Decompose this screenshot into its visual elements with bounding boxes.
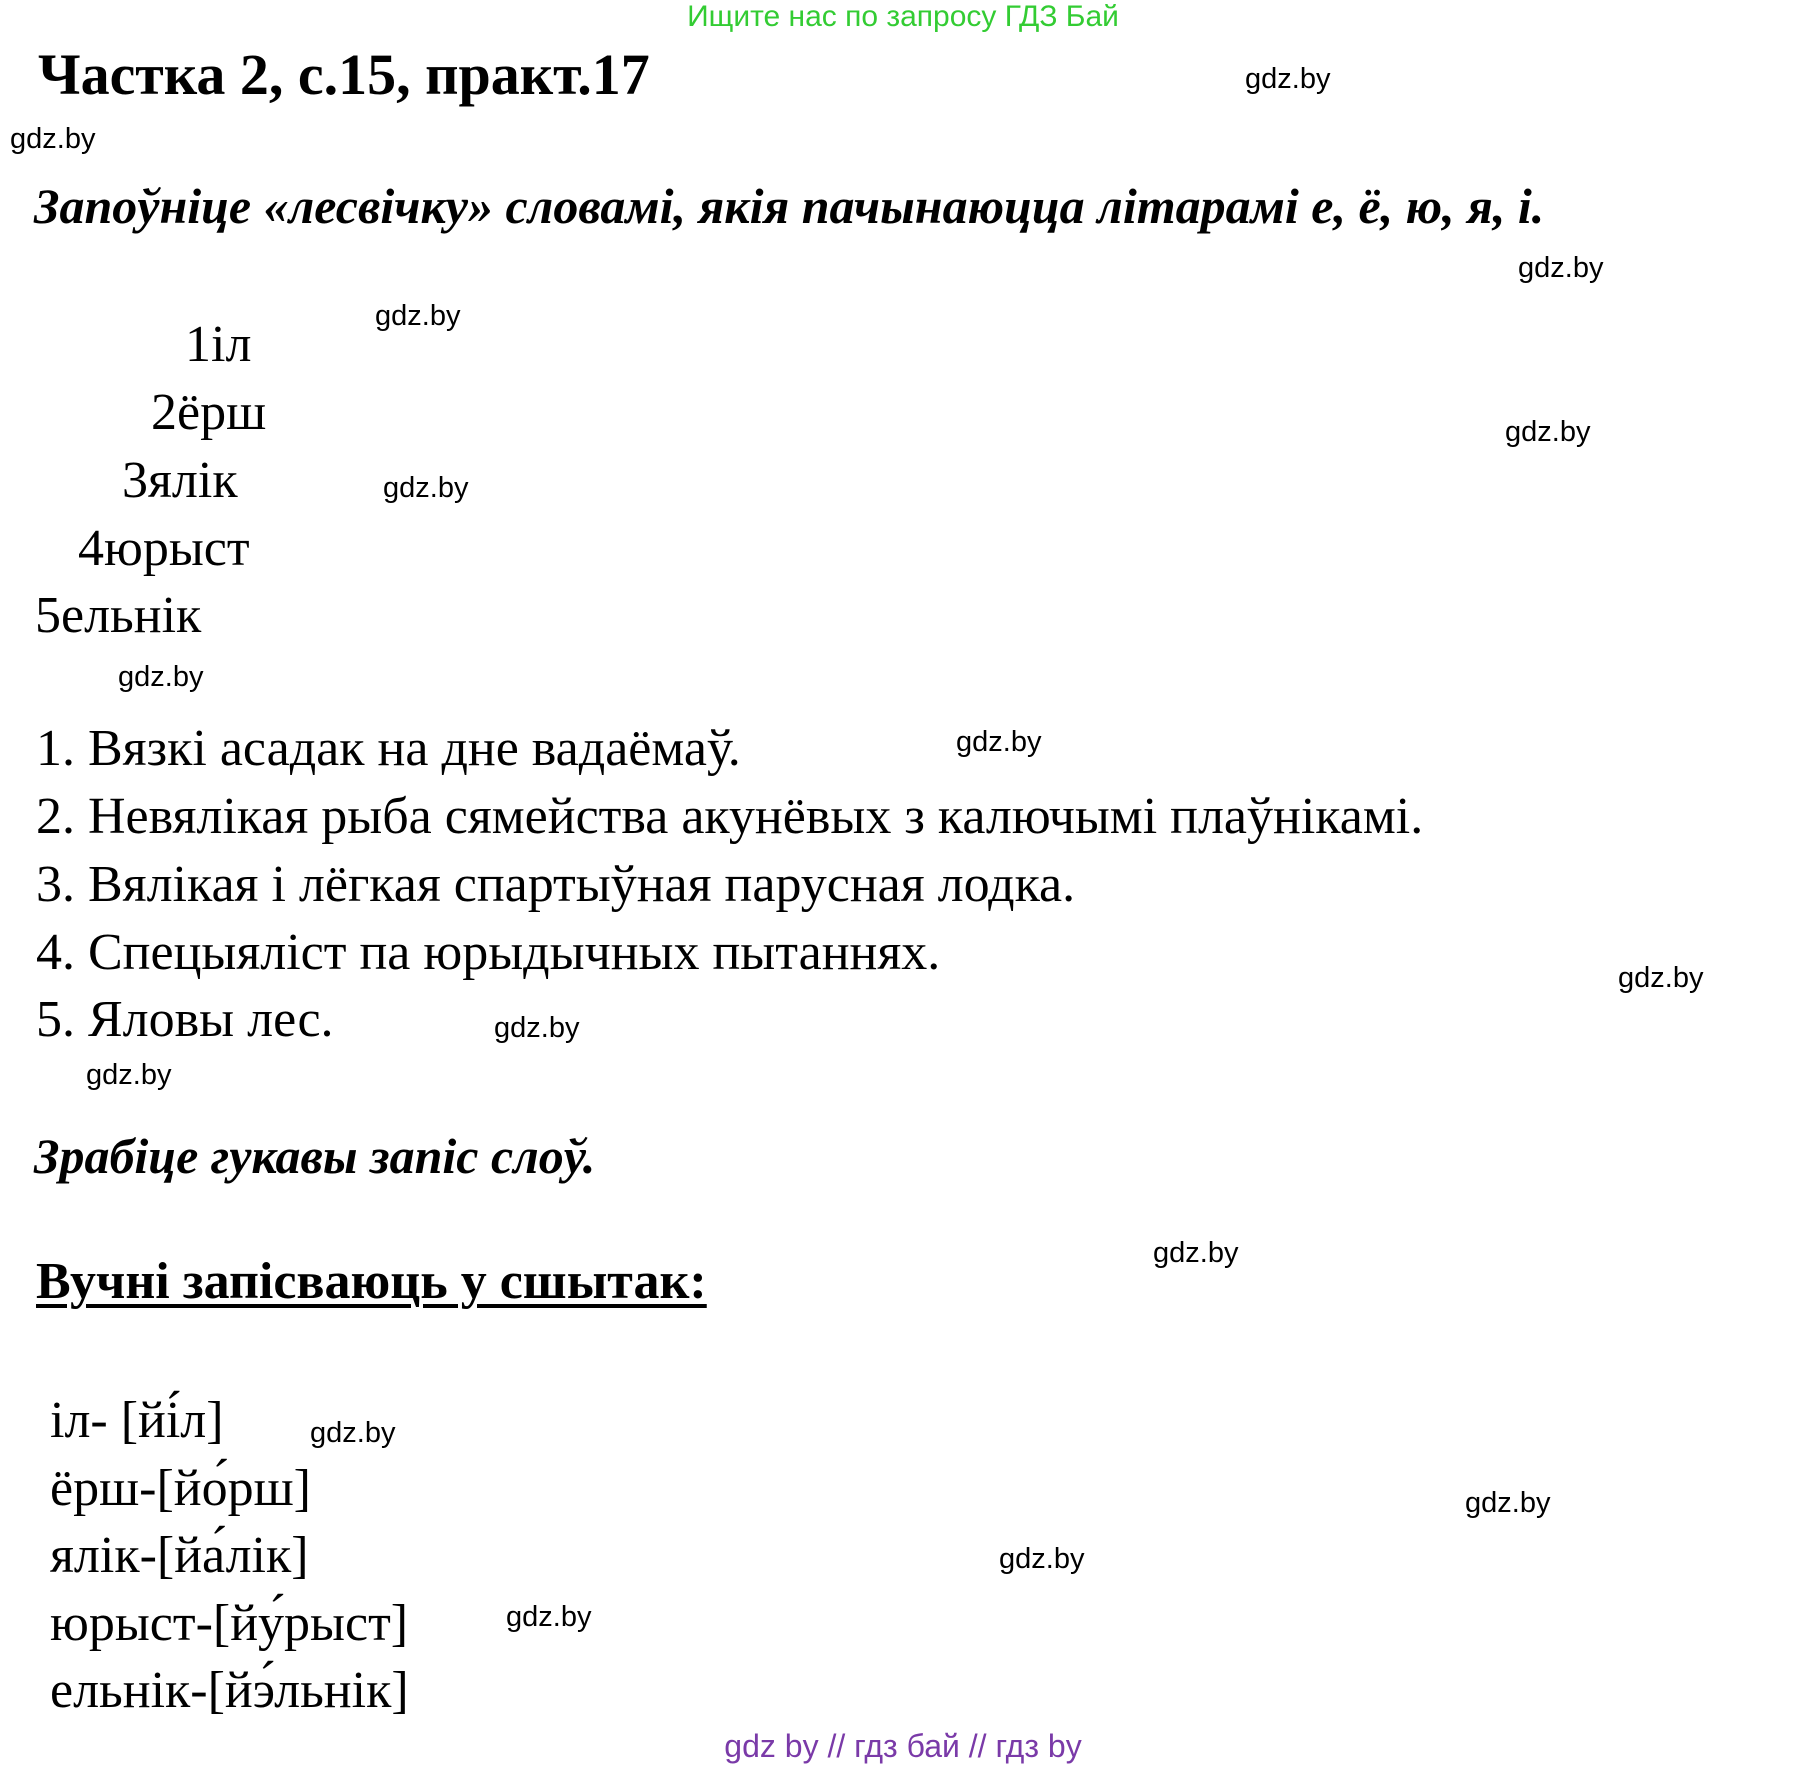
watermark: gdz.by (1245, 63, 1331, 95)
clue-item: 2. Невялікая рыба сямейства акунёвых з калючымі плаўнікамі. (36, 788, 1424, 845)
ladder-item: 5ельнік (35, 587, 202, 644)
page-title: Частка 2, с.15, практ.17 (38, 42, 650, 107)
watermark: gdz.by (1465, 1487, 1551, 1519)
watermark: gdz.by (375, 300, 461, 332)
record-item: ёрш-[йо́рш] (50, 1460, 311, 1517)
watermark: gdz.by (1153, 1237, 1239, 1269)
ladder-item: 4юрыст (78, 520, 250, 577)
clue-item: 5. Яловы лес. (36, 991, 334, 1048)
record-item: ельнік-[йэ́льнік] (50, 1662, 409, 1719)
watermark: gdz.by (956, 726, 1042, 758)
ladder-item: 2ёрш (151, 384, 267, 441)
notebook-heading: Вучні запісваюць у сшытак: (36, 1253, 707, 1310)
watermark: gdz.by (310, 1417, 396, 1449)
clue-item: 1. Вязкі асадак на дне вадаёмаў. (36, 720, 741, 777)
watermark: gdz.by (1505, 416, 1591, 448)
record-item: іл- [йі́л] (50, 1392, 224, 1449)
watermark: gdz.by (383, 472, 469, 504)
ladder-item: 3ялік (122, 452, 238, 509)
clue-item: 3. Вялікая і лёгкая спартыўная парусная лодка. (36, 856, 1076, 913)
ladder-item: 1іл (185, 316, 252, 373)
instruction-fill-ladder: Запоўніце «лесвічку» словамі, якія пачынаюцца літарамі е, ё, ю, я, і. (34, 178, 1545, 234)
instruction-sound-record: Зрабіце гукавы запіс слоў. (34, 1128, 596, 1184)
watermark: gdz.by (1618, 962, 1704, 994)
watermark: gdz.by (86, 1059, 172, 1091)
record-item: ялік-[йа́лік] (50, 1527, 309, 1584)
record-item: юрыст-[йу́рыст] (50, 1595, 409, 1652)
watermark: gdz.by (506, 1601, 592, 1633)
top-banner: Ищите нас по запросу ГДЗ Бай (687, 0, 1119, 33)
watermark: gdz.by (494, 1012, 580, 1044)
watermark: gdz.by (999, 1543, 1085, 1575)
watermark: gdz.by (10, 123, 96, 155)
watermark: gdz.by (118, 661, 204, 693)
footer-links: gdz by // гдз бай // гдз by (724, 1728, 1082, 1764)
watermark: gdz.by (1518, 252, 1604, 284)
clue-item: 4. Спецыяліст па юрыдычных пытаннях. (36, 924, 941, 981)
